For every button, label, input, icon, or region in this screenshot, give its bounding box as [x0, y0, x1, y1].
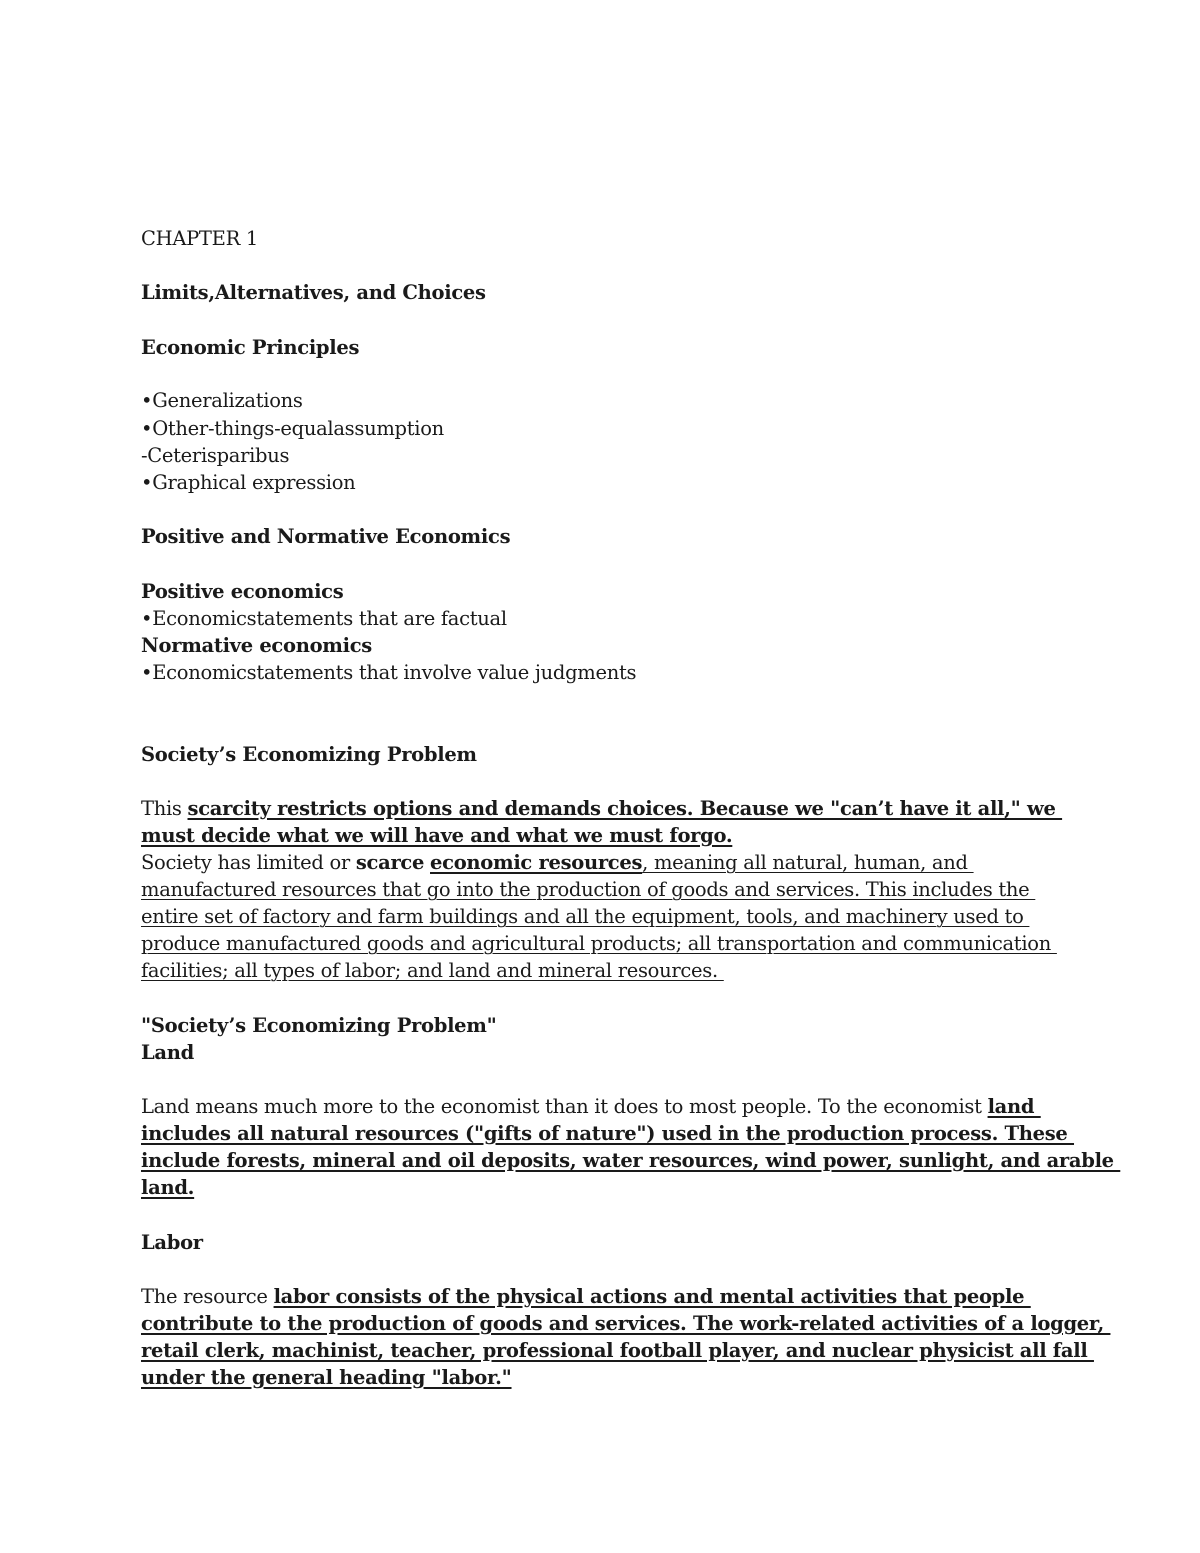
underlined-text: land. [141, 1176, 195, 1199]
resources-paragraph-line [141, 957, 724, 984]
paragraph-text: The resource [141, 1285, 274, 1308]
land-heading: Land [141, 1041, 194, 1064]
labor-heading: Labor [141, 1231, 203, 1254]
paragraph-text: Society has limited or [141, 851, 356, 874]
paragraph-text: This [141, 797, 188, 820]
labor-paragraph-line [141, 1364, 512, 1391]
resources-paragraph-line [141, 849, 974, 876]
underlined-text: include forests, mineral and oil deposits, water resources, wind power, sunlight, and arable [141, 1149, 1121, 1172]
underlined-text: land [987, 1095, 1041, 1118]
underlined-text: economic resources [430, 851, 643, 874]
labor-paragraph-line [141, 1310, 1110, 1337]
underlined-text: labor consists of the physical actions and mental activities that people [273, 1285, 1031, 1308]
list-item: -Ceterisparibus [141, 444, 290, 467]
paragraph-text: Land means much more to the economist than it does to most people. To the economist [141, 1095, 988, 1118]
labor-paragraph-line [141, 1283, 1031, 1310]
chapter-title: Limits,Alternatives, and Choices [141, 281, 486, 304]
positive-economics-heading: Positive economics [141, 580, 344, 603]
land-paragraph-line [141, 1093, 1041, 1120]
underlined-text: must decide what we will have and what we must forgo. [141, 824, 733, 847]
normative-economics-item: •Economicstatements that involve value judgments [141, 661, 637, 684]
chapter-label: CHAPTER 1 [141, 227, 258, 250]
list-item: •Graphical expression [141, 471, 356, 494]
scarcity-paragraph-line [141, 795, 1062, 822]
economizing-problem-subheading: "Society’s Economizing Problem" [141, 1014, 497, 1037]
land-paragraph-line [141, 1120, 1074, 1147]
normative-economics-heading: Normative economics [141, 634, 372, 657]
underlined-text: , meaning all natural, human, and [642, 851, 974, 874]
bold-text: scarce [355, 851, 425, 874]
positive-economics-item: •Economicstatements that are factual [141, 607, 507, 630]
underlined-text: manufactured resources that go into the production of goods and services. This includes the [141, 878, 1036, 901]
resources-paragraph-line [141, 930, 1057, 957]
underlined-text: contribute to the production of goods and services. The work-related activities of a logger, [141, 1312, 1111, 1335]
labor-paragraph-line [141, 1337, 1094, 1364]
underlined-text: under the general heading "labor." [141, 1366, 512, 1389]
list-item: •Other-things-equalassumption [141, 417, 444, 440]
list-item: •Generalizations [141, 389, 303, 412]
underlined-text: retail clerk, machinist, teacher, professional football player, and nuclear physicist all fall [141, 1339, 1094, 1362]
underlined-text: entire set of factory and farm buildings and all the equipment, tools, and machinery used to [141, 905, 1030, 928]
underlined-text: includes all natural resources ("gifts of nature") used in the production process. These [141, 1122, 1075, 1145]
underlined-text: facilities; all types of labor; and land and mineral resources. [141, 959, 724, 982]
land-paragraph-line [141, 1147, 1120, 1174]
underlined-text: produce manufactured goods and agricultural products; all transportation and communication [141, 932, 1057, 955]
economizing-problem-heading: Society’s Economizing Problem [141, 743, 477, 766]
land-paragraph-line [141, 1174, 194, 1201]
scarcity-paragraph-line [141, 822, 732, 849]
positive-normative-heading: Positive and Normative Economics [141, 525, 511, 548]
resources-paragraph-line [141, 903, 1029, 930]
economic-principles-heading: Economic Principles [141, 336, 360, 359]
resources-paragraph-line [141, 876, 1035, 903]
underlined-text: scarcity restricts options and demands choices. Because we "can’t have it all," we [187, 797, 1063, 820]
